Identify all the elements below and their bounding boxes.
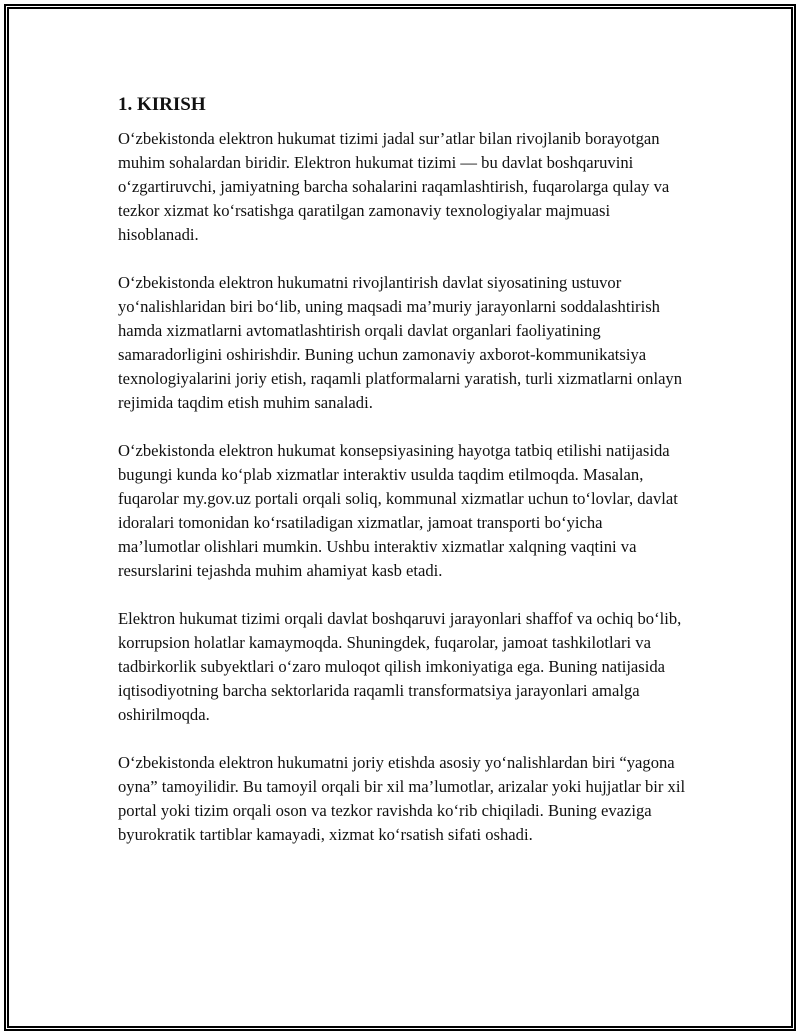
paragraph-4: Elektron hukumat tizimi orqali davlat boshqaruvi jarayonlari shaffof va ochiq bo‘lib, korrupsion holatlar kamaymoqda. Shuningdek, fuqarolar, jamoat tashkilotlari va tadbirkorlik subyektlari o‘zaro muloqot qilish imkoniyatiga ega. Buning natijasida iqtisodiyotning barcha sektorlarida raqamli transformatsiya jarayonlari amalga oshirilmoqda. [118, 609, 682, 724]
section-heading: 1. KIRISH [118, 94, 206, 115]
paragraph-5: O‘zbekistonda elektron hukumatni joriy etishda asosiy yo‘nalishlardan biri “yagona oyna” tamoyilidir. Bu tamoyil orqali bir xil ma’lumotlar, arizalar yoki hujjatlar bir xil portal yoki tizim orqali oson va tezkor ravishda ko‘rib chiqiladi. Buning evaziga byurokratik tartiblar kamayadi, xizmat ko‘rsatish sifati oshadi. [118, 753, 686, 844]
paragraph-1: O‘zbekistonda elektron hukumat tizimi jadal sur’atlar bilan rivojlanib borayotgan muhim sohalardan biridir. Elektron hukumat tizimi — bu davlat boshqaruvini o‘zgartiruvchi, jamiyatning barcha sohalarini raqamlashtirish, fuqarolarga qulay va tezkor xizmat ko‘rsatishga qaratilgan zamonaviy texnologiyalar majmuasi hisoblanadi. [118, 129, 670, 244]
document-body [118, 93, 688, 871]
paragraph-3: O‘zbekistonda elektron hukumat konsepsiyasining hayotga tatbiq etilishi natijasida bugungi kunda ko‘plab xizmatlar interaktiv usulda taqdim etilmoqda. Masalan, fuqarolar my.gov.uz portali orqali soliq, kommunal xizmatlar uchun to‘lovlar, davlat idoralari tomonidan ko‘rsatiladigan xizmatlar, jamoat transporti bo‘yicha ma’lumotlar olishlari mumkin. Ushbu interaktiv xizmatlar xalqning vaqtini va resurslarini tejashda muhim ahamiyat kasb etadi. [118, 441, 678, 580]
paragraph-2: O‘zbekistonda elektron hukumatni rivojlantirish davlat siyosatining ustuvor yo‘nalishlaridan biri bo‘lib, uning maqsadi ma’muriy jarayonlarni soddalashtirish hamda xizmatlarni avtomatlashtirish orqali davlat organlari faoliyatining samaradorligini oshirishdir. Buning uchun zamonaviy axborot-kommunikatsiya texnologiyalarini joriy etish, raqamli platformalarni yaratish, turli xizmatlarni onlayn rejimida taqdim etish muhim sanaladi. [118, 273, 683, 412]
